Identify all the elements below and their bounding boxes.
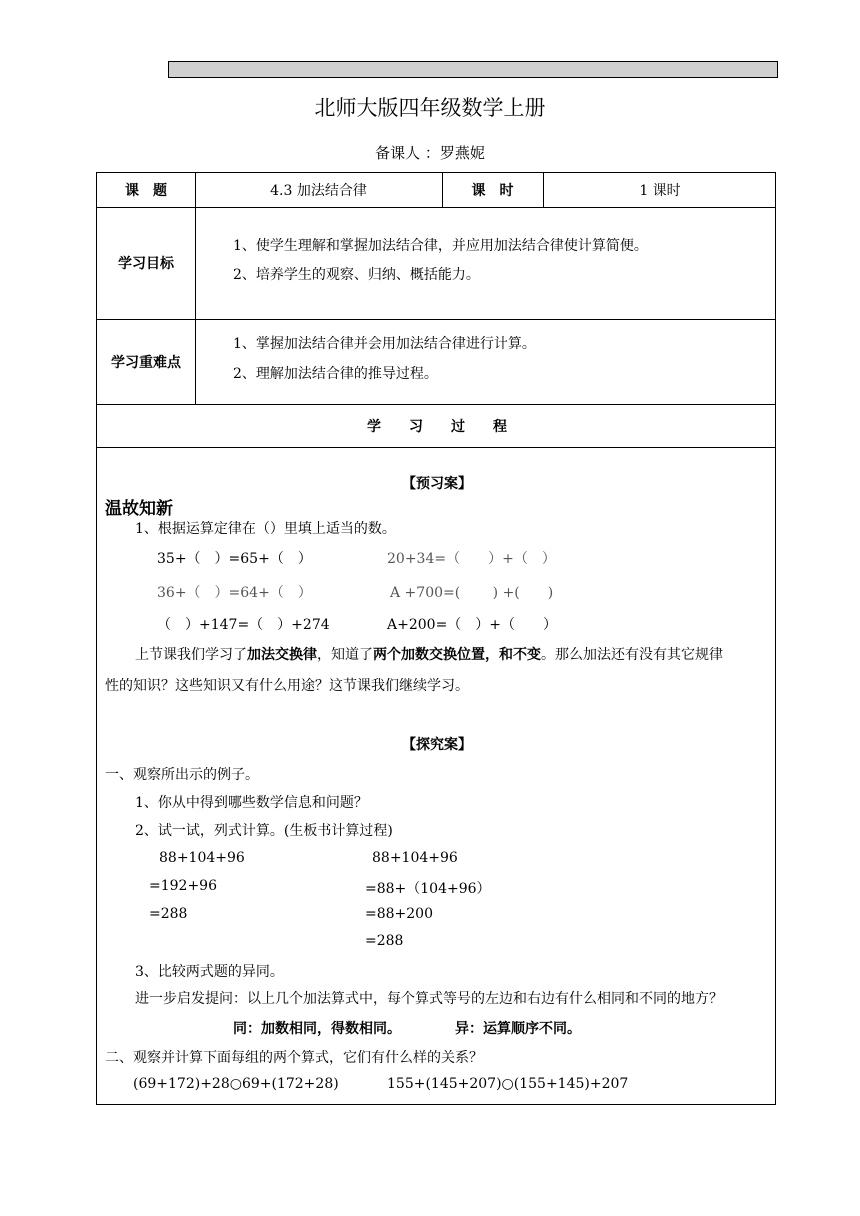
- same-text: 同：加数相同，得数相同。: [233, 1021, 401, 1037]
- lesson-table: [96, 172, 776, 1105]
- calc-line: 88+104+96: [159, 850, 245, 866]
- intro-text: ，知道了: [317, 647, 373, 663]
- section-heading: 二、观察并计算下面每组的两个算式，它们有什么样的关系？: [105, 1050, 483, 1066]
- row-divider: [97, 207, 775, 208]
- prompt-text: 进一步启发提问：以上几个加法算式中，每个算式等号的左边和右边有什么相同和不同的地方？: [135, 991, 723, 1007]
- compare-expression: 155+(145+207)○(155+145)+207: [387, 1076, 629, 1092]
- period-label: 课 时: [471, 183, 514, 199]
- section-heading: 一、观察所出示的例子。: [105, 767, 259, 783]
- goal-item: 2、培养学生的观察、归纳、概括能力。: [233, 267, 480, 283]
- calc-line: =288: [365, 933, 404, 949]
- intro-text: 。那么加法还有没有其它规律: [541, 647, 723, 663]
- intro-paragraph-line: 性的知识？这些知识又有什么用途？这节课我们继续学习。: [105, 678, 469, 694]
- topic-label: 课 题: [125, 183, 167, 199]
- fill-expression: 36+（ ）=64+（ ）: [157, 585, 312, 601]
- header-bar: [168, 61, 778, 78]
- section-title: 温故知新: [105, 499, 173, 519]
- explore-heading: 【探究案】: [402, 737, 472, 753]
- intro-bold: 两个加数交换位置，和不变: [373, 647, 541, 663]
- calc-line: =88+200: [365, 906, 433, 922]
- process-label: 学 习 过 程: [367, 418, 507, 435]
- topic-value: 4.3 加法结合律: [270, 183, 367, 199]
- row-divider: [97, 319, 775, 320]
- calc-line: =288: [149, 906, 188, 922]
- fill-expression: A+200=（ ）+（ ）: [387, 617, 558, 633]
- question: 3、比较两式题的异同。: [135, 964, 284, 980]
- fill-expression: 35+（ ）=65+（ ）: [157, 551, 312, 567]
- question: 1、根据运算定律在（）里填上适当的数。: [135, 521, 396, 537]
- question: 2、试一试，列式计算。(生板书计算过程): [135, 823, 393, 839]
- intro-bold: 加法交换律: [247, 647, 317, 663]
- page-title: 北师大版四年级数学上册: [314, 96, 546, 120]
- difficulty-item: 2、理解加法结合律的推导过程。: [233, 366, 438, 382]
- row-divider: [97, 447, 775, 448]
- period-value: 1 课时: [639, 183, 681, 199]
- col-divider: [195, 173, 196, 404]
- intro-paragraph: [135, 644, 723, 664]
- diff-text: 异：运算顺序不同。: [455, 1021, 581, 1037]
- preview-heading: 【预习案】: [402, 476, 472, 492]
- author-line: 备课人 ：罗燕妮: [375, 144, 485, 162]
- calc-line: =88+（104+96）: [365, 881, 491, 897]
- intro-text: 上节课我们学习了: [135, 647, 247, 663]
- calc-line: 88+104+96: [372, 850, 458, 866]
- question: 1、你从中得到哪些数学信息和问题？: [135, 795, 368, 811]
- goal-item: 1、使学生理解和掌握加法结合律，并应用加法结合律使计算简便。: [233, 238, 648, 254]
- compare-expression: (69+172)+28○69+(172+28): [133, 1076, 339, 1092]
- fill-expression: （ ）+147=（ ）+274: [157, 617, 330, 633]
- difficulty-item: 1、掌握加法结合律并会用加法结合律进行计算。: [233, 336, 536, 352]
- difficulty-label: 学习重难点: [111, 354, 181, 371]
- fill-expression: 20+34=（ ）+（ ）: [387, 551, 556, 567]
- goals-label: 学习目标: [118, 256, 174, 272]
- fill-expression: A +700=( ) +( ): [390, 585, 554, 601]
- calc-line: =192+96: [149, 878, 217, 894]
